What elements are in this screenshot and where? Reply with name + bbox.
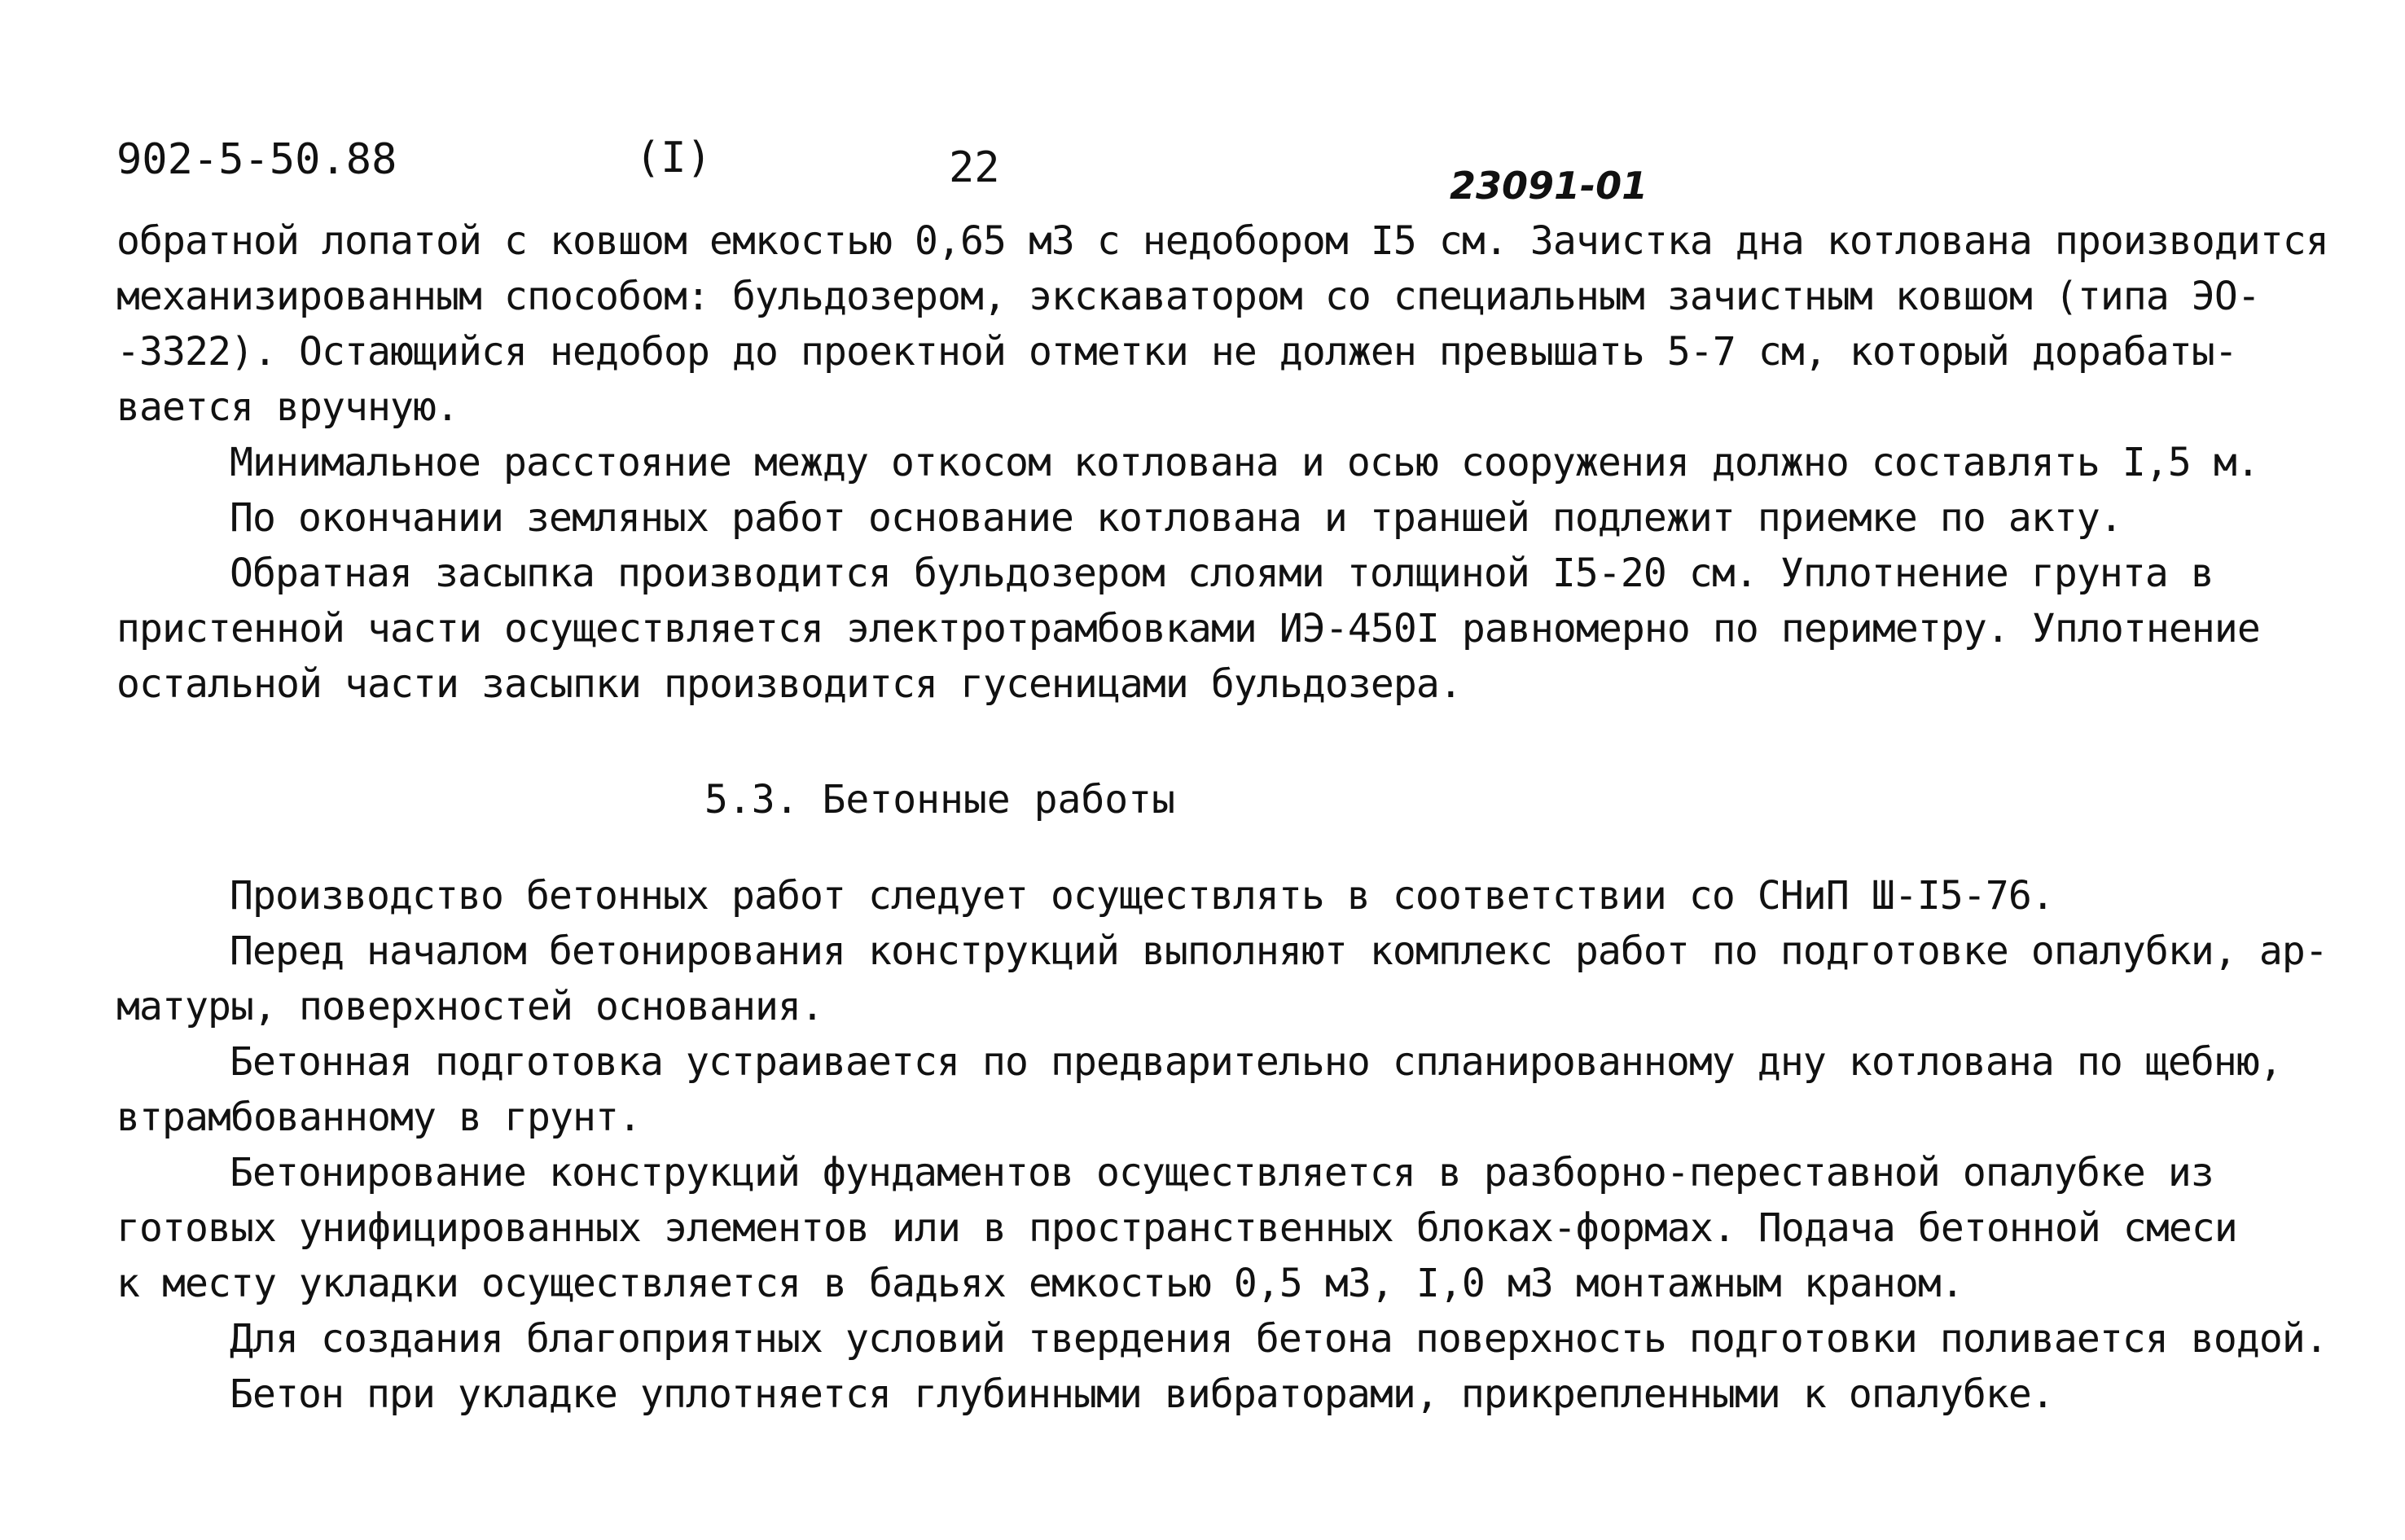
- handwritten-doc-number: 23091-01: [1450, 164, 1648, 208]
- section-heading: 5.3. Бетонные работы: [704, 777, 1175, 823]
- text-line: Бетонная подготовка устраивается по предварительно спланированному дну котлована по щебню,: [230, 1039, 2282, 1085]
- text-line: втрамбованному в грунт.: [116, 1095, 641, 1140]
- text-line: Для создания благоприятных условий твердения бетона поверхность подготовки поливается водой.: [230, 1316, 2328, 1362]
- text-line: пристенной части осуществляется электротрамбовками ИЭ-450I равномерно по периметру. Уплотнение: [116, 606, 2260, 652]
- page-number: 22: [949, 143, 1000, 192]
- text-line: готовых унифицированных элементов или в пространственных блоках-формах. Подача бетонной смеси: [116, 1205, 2237, 1251]
- text-line: остальной части засыпки производится гусеницами бульдозера.: [116, 661, 1462, 707]
- text-line: механизированным способом: бульдозером, экскаватором со специальным зачистным ковшом (типа ЭО-: [116, 274, 2260, 319]
- text-line: к месту укладки осуществляется в бадьях емкостью 0,5 м3, I,0 м3 монтажным краном.: [116, 1261, 1964, 1306]
- text-line: матуры, поверхностей основания.: [116, 984, 823, 1029]
- document-code: 902-5-50.88: [116, 135, 397, 184]
- text-line: обратной лопатой с ковшом емкостью 0,65 м3 с недобором I5 см. Зачистка дна котлована производится: [116, 218, 2328, 264]
- text-line: -3322). Остающийся недобор до проектной отметки не должен превышать 5-7 см, который дорабаты-: [116, 329, 2237, 375]
- text-line: Производство бетонных работ следует осуществлять в соответствии со СНиП Ш-I5-76.: [230, 873, 2054, 919]
- text-line: Минимальное расстояние между откосом котлована и осью сооружения должно составлять I,5 м.: [230, 440, 2259, 485]
- text-line: Обратная засыпка производится бульдозером слоями толщиной I5-20 см. Уплотнение грунта в: [230, 551, 2214, 596]
- part-number: (I): [635, 134, 712, 182]
- text-line: вается вручную.: [116, 384, 459, 430]
- text-line: Бетонирование конструкций фундаментов осуществляется в разборно-переставной опалубке из: [230, 1150, 2214, 1196]
- text-line: По окончании земляных работ основание котлована и траншей подлежит приемке по акту.: [230, 495, 2122, 541]
- text-line: Бетон при укладке уплотняется глубинными вибраторами, прикрепленными к опалубке.: [230, 1371, 2054, 1417]
- text-line: Перед началом бетонирования конструкций выполняют комплекс работ по подготовке опалубки, ар-: [230, 928, 2328, 974]
